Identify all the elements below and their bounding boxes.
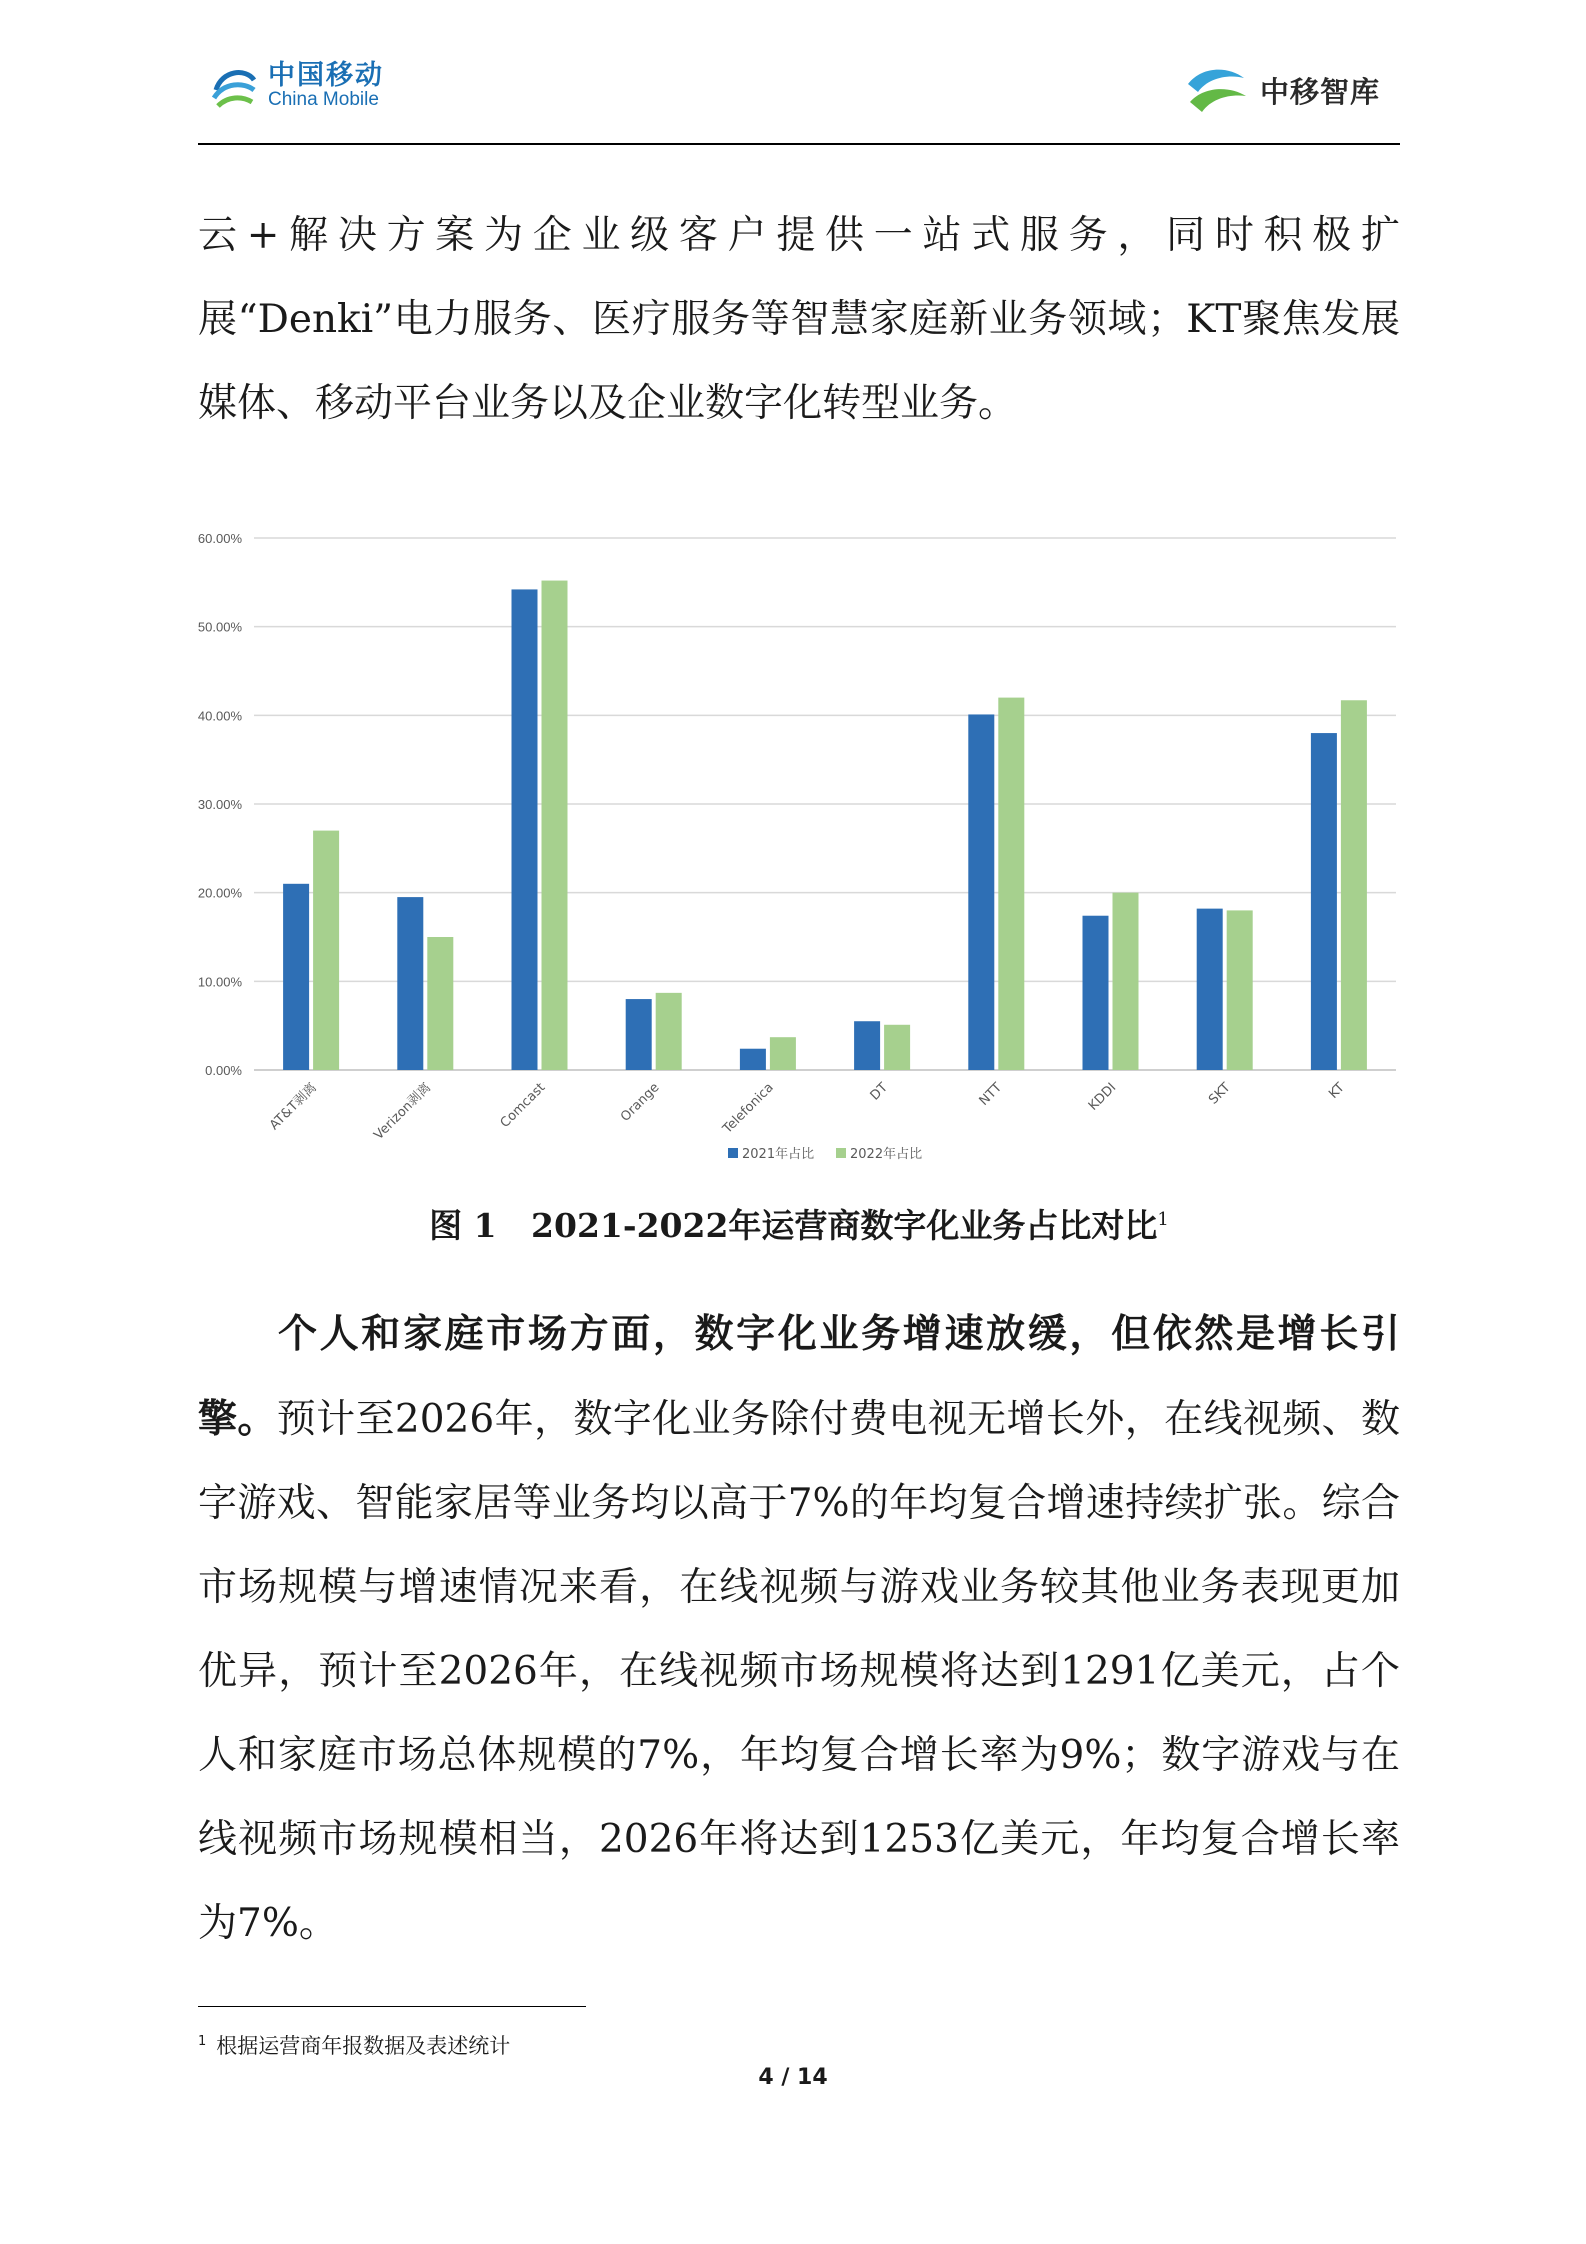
left-logo-cn: 中国移动 [268, 59, 384, 91]
figure-caption [198, 1200, 1400, 1247]
y-tick-label: 40.00% [197, 708, 242, 724]
bar [1227, 910, 1253, 1070]
legend-label: 2022年占比 [850, 1147, 923, 1162]
footnote [198, 2030, 510, 2060]
cmcc-think-tank-logo [1184, 62, 1380, 118]
x-tick-label: NTT [976, 1080, 1006, 1109]
bar [740, 1049, 766, 1070]
bar [656, 993, 682, 1070]
bar [283, 884, 309, 1070]
x-tick-label: SKT [1206, 1080, 1234, 1108]
bar [884, 1025, 910, 1070]
china-mobile-emblem-icon [208, 60, 260, 112]
footnote-marker: 1 [198, 2034, 207, 2049]
bar [998, 698, 1024, 1070]
bar [1341, 700, 1367, 1070]
y-tick-label: 50.00% [197, 619, 242, 635]
bar [1083, 916, 1109, 1070]
china-mobile-logo [208, 60, 384, 112]
bar [313, 831, 339, 1070]
bar [1311, 733, 1337, 1070]
x-tick-label: DT [867, 1080, 891, 1104]
bar [968, 714, 994, 1070]
page-header [198, 52, 1400, 144]
page-number: 4 / 14 [758, 2065, 828, 2090]
think-tank-emblem-icon [1184, 62, 1250, 118]
bar [1113, 893, 1139, 1070]
paragraph-2-lead: 个人和家庭市场方面，数字化业务增速放缓，但依然是增长引擎。 [198, 1311, 1400, 1442]
bar-chart-svg [168, 508, 1418, 1188]
y-tick-label: 60.00% [197, 531, 242, 546]
footnote-text: 根据运营商年报数据及表述统计 [216, 2034, 511, 2058]
bar-chart [168, 508, 1418, 1188]
bar [854, 1021, 880, 1070]
bar [512, 589, 538, 1070]
paragraph-2-body: 预计至2026年，数字化业务除付费电视无增长外，在线视频、数字游戏、智能家居等业务均以高于7%的年均复合增速持续扩张。综合市场规模与增速情况来看，在线视频与游戏业务较其他业务表现更加优异，预计至2026年，在线视频市场规模将达到1291亿美元，占个人和家庭市场总体规模的7%，年均复合增长率为9%；数字游戏与在线视频市场规模相当，2026年将达到1253亿美元，年均复合增长率为7%。 [198, 1397, 1400, 1946]
left-logo-en: China Mobile [268, 89, 379, 111]
legend-swatch [836, 1148, 846, 1158]
y-tick-label: 10.00% [197, 974, 242, 990]
figure-title: 2021-2022年运营商数字化业务占比对比 [531, 1206, 1158, 1245]
x-tick-label: KDDI [1085, 1080, 1120, 1114]
bar [397, 897, 423, 1070]
bar [770, 1037, 796, 1070]
footnote-ref: 1 [1157, 1209, 1169, 1230]
bar [542, 581, 568, 1070]
x-tick-label: KT [1326, 1080, 1348, 1102]
y-tick-label: 0.00% [205, 1063, 242, 1078]
header-divider [198, 143, 1400, 145]
bar [626, 999, 652, 1070]
y-tick-label: 30.00% [197, 797, 242, 812]
body-paragraph-1: 云+解决方案为企业级客户提供一站式服务，同时积极扩展“Denki”电力服务、医疗服务等智慧家庭新业务领域；KT聚焦发展媒体、移动平台业务以及企业数字化转型业务。 [198, 213, 1400, 426]
x-tick-label: AT&T剥离 [266, 1080, 320, 1134]
legend-swatch [728, 1148, 738, 1158]
footnote-divider [198, 2006, 586, 2007]
x-tick-label: Telefonica [720, 1080, 777, 1137]
right-logo-cn: 中移智库 [1259, 74, 1380, 109]
figure-label: 图 1 [429, 1206, 497, 1245]
bar [1197, 909, 1223, 1070]
body-paragraph-2 [198, 1292, 1400, 1966]
x-tick-label: Comcast [497, 1080, 549, 1131]
bar [427, 937, 453, 1070]
x-tick-label: Verizon剥离 [371, 1080, 435, 1144]
legend-label: 2021年占比 [742, 1147, 815, 1162]
x-tick-label: Orange [617, 1080, 663, 1125]
y-tick-label: 20.00% [197, 885, 242, 901]
